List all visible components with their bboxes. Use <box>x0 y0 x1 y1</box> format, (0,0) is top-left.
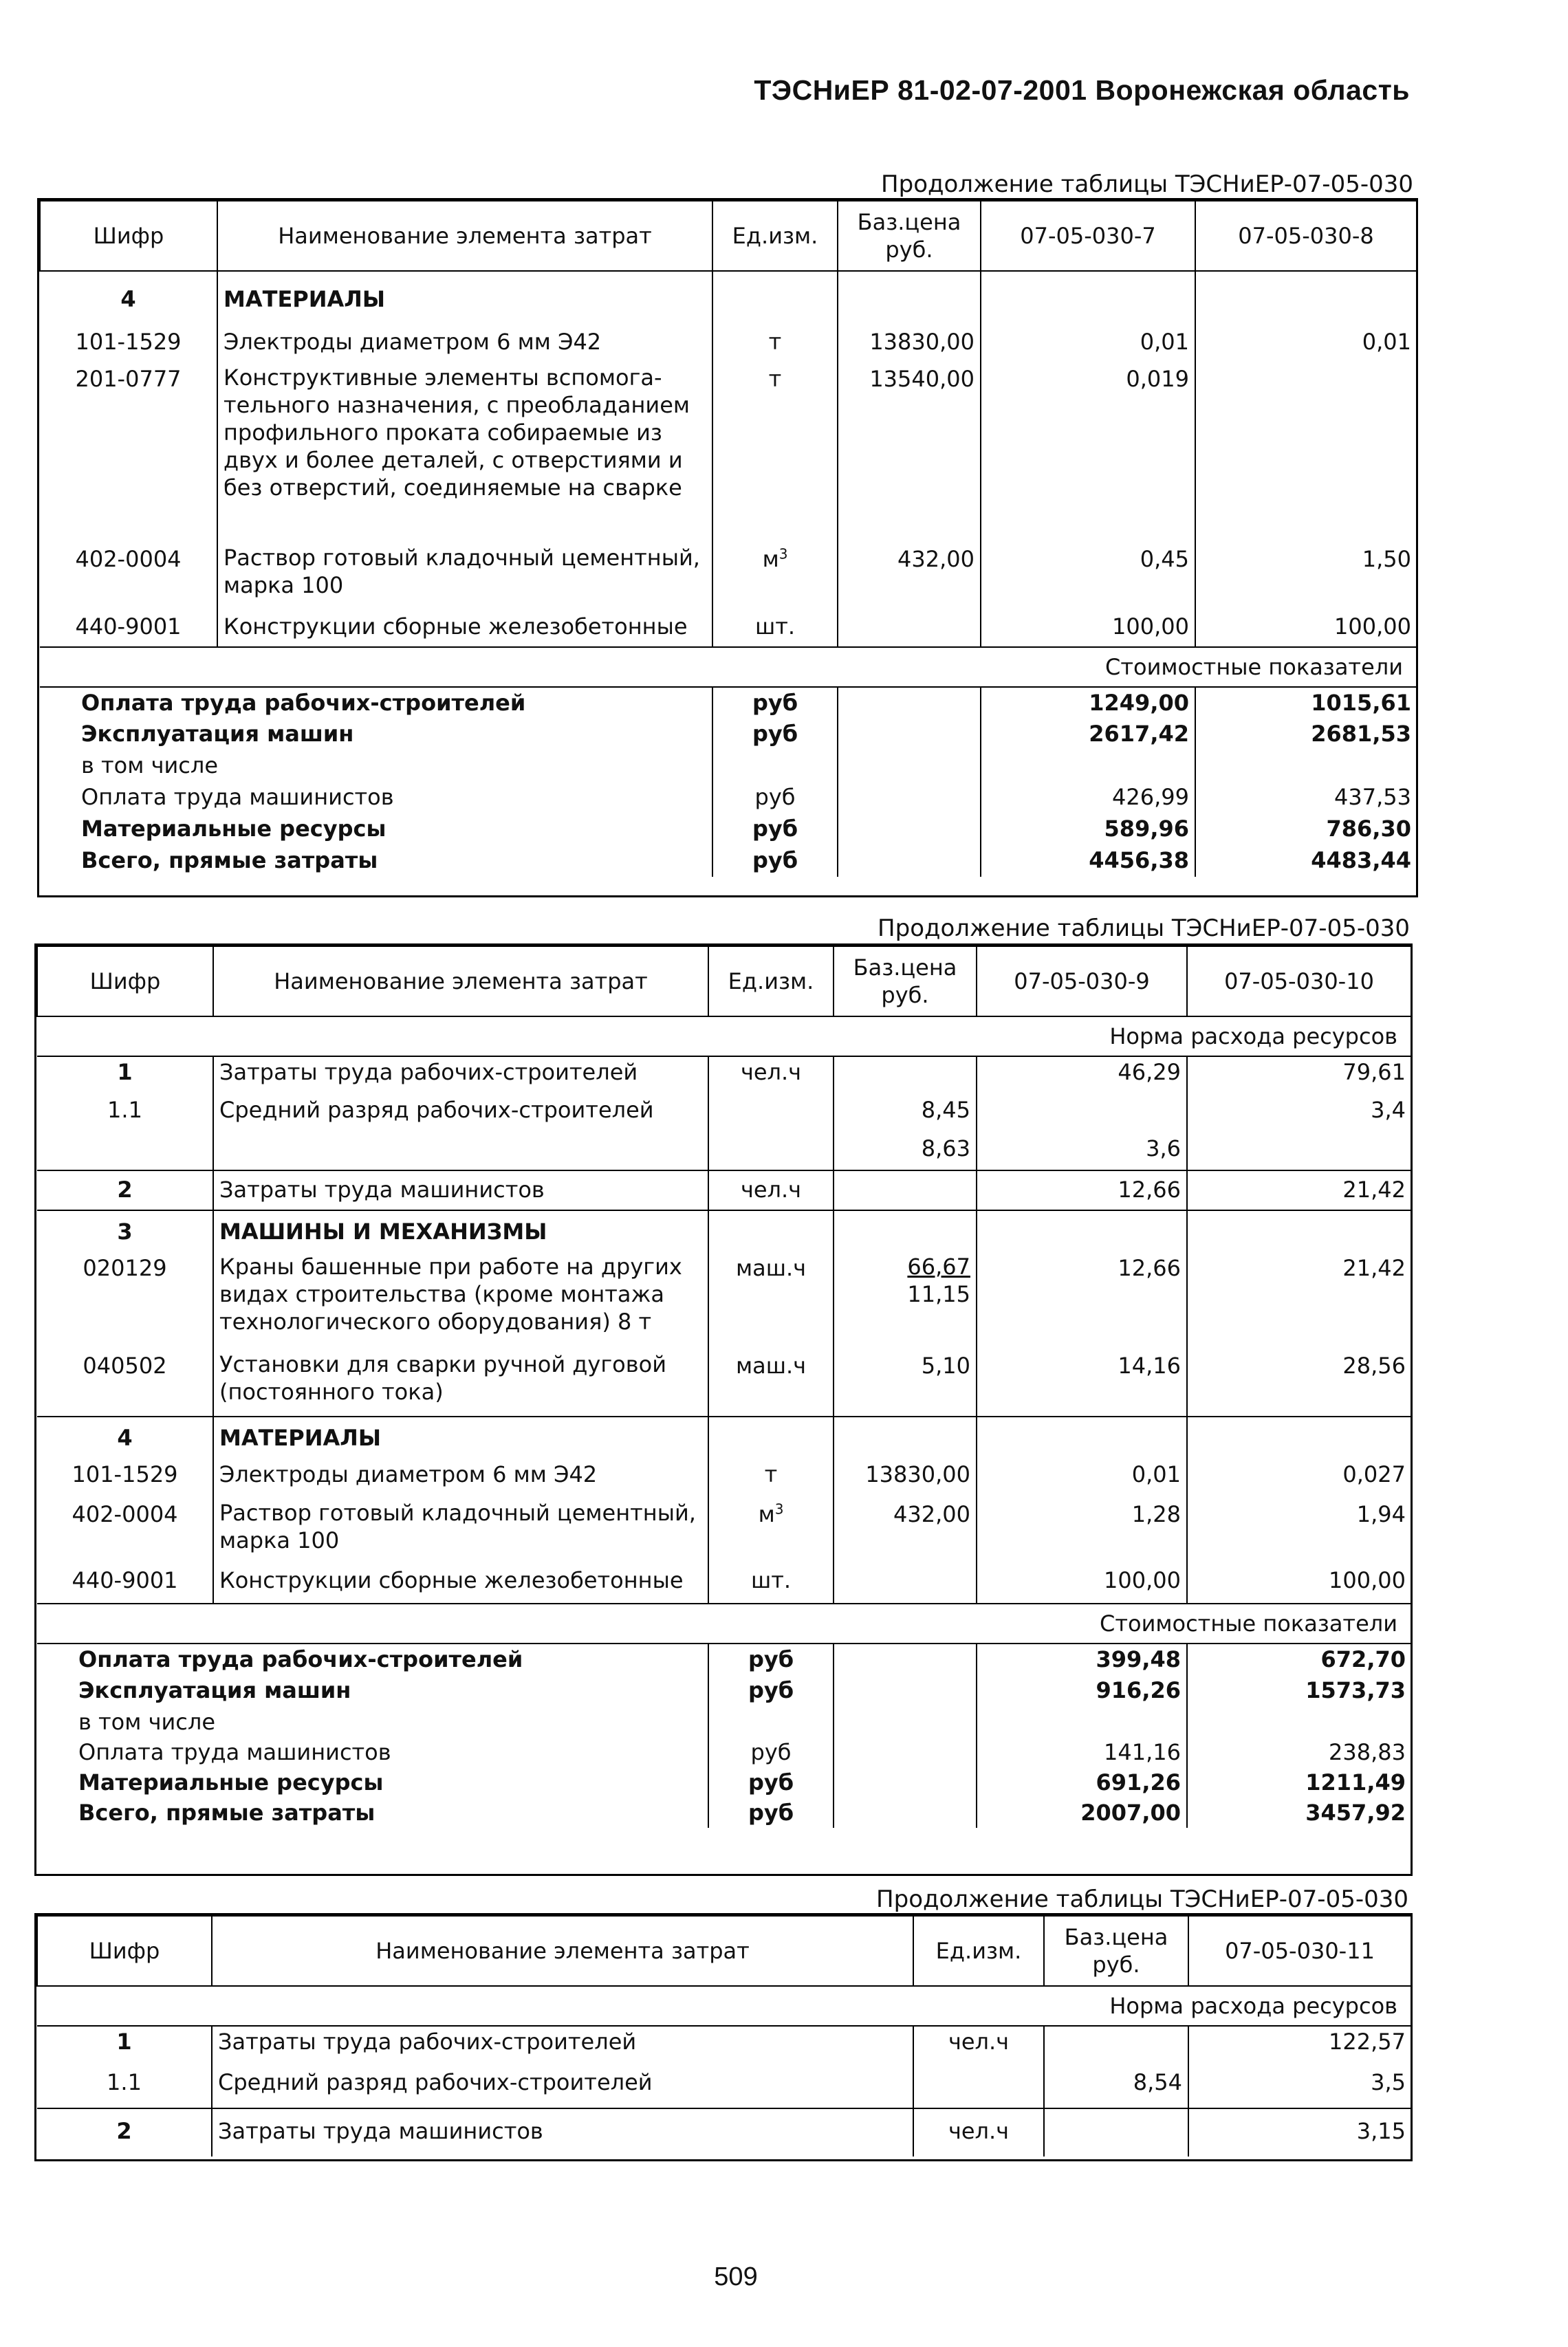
table-row <box>37 1133 1411 1170</box>
table-header-row <box>37 946 1411 1016</box>
column-header: Наименование элемента затрат <box>213 946 708 1016</box>
cost-row <box>40 845 1417 877</box>
base-price <box>1044 2108 1188 2157</box>
table-row <box>40 364 1417 544</box>
norm-value: 14,16 <box>977 1351 1187 1417</box>
column-header: Шифр <box>40 201 217 271</box>
resource-unit: т <box>712 364 838 544</box>
resource-table-3 <box>36 1915 1412 2157</box>
cost-unit: руб <box>712 687 838 719</box>
resource-unit <box>913 2067 1044 2108</box>
column-header: Баз.цена руб. <box>838 201 981 271</box>
resource-code: 402-0004 <box>72 1501 178 1527</box>
cost-value: 4456,38 <box>981 845 1195 877</box>
column-header: 07-05-030-11 <box>1188 1916 1411 1986</box>
cost-label: Оплата труда рабочих-строителей <box>78 1646 523 1672</box>
base-price: 432,00 <box>838 544 981 611</box>
base-price-secondary: 11,15 <box>907 1281 970 1307</box>
resource-code: 440-9001 <box>75 613 182 640</box>
resource-name: Установки для сварки ручной дуговой (постоянного тока) <box>213 1351 708 1417</box>
resource-code: 1.1 <box>107 2069 142 2095</box>
cost-row <box>37 1707 1411 1737</box>
norm-value: 1,50 <box>1195 544 1417 611</box>
table-row <box>37 1459 1411 1499</box>
norm-value: 79,61 <box>1187 1056 1411 1095</box>
base-price: 8,54 <box>1044 2067 1188 2108</box>
cost-value: 1573,73 <box>1187 1675 1411 1707</box>
base-price <box>1044 2026 1188 2067</box>
cost-row <box>37 1767 1411 1798</box>
cost-row <box>37 1644 1411 1675</box>
cost-banner-row <box>40 647 1417 687</box>
table-row <box>37 2067 1411 2108</box>
cost-value: 916,26 <box>977 1675 1187 1707</box>
resource-unit: маш.ч <box>708 1351 834 1417</box>
cost-banner: Стоимостные показатели <box>40 647 1417 687</box>
cost-label: Материальные ресурсы <box>78 1769 384 1795</box>
section-row <box>40 271 1417 327</box>
table-row <box>40 544 1417 611</box>
table-row <box>37 1253 1411 1351</box>
norm-banner-row <box>37 1016 1411 1056</box>
base-price: 5,10 <box>834 1351 977 1417</box>
cost-value: 786,30 <box>1195 814 1417 845</box>
norm-value: 12,66 <box>977 1253 1187 1351</box>
column-header: Наименование элемента затрат <box>212 1916 913 1986</box>
norm-value: 0,01 <box>981 327 1195 364</box>
resource-code: 020129 <box>83 1255 167 1281</box>
resource-code: 1 <box>116 2029 132 2055</box>
resource-code: 1.1 <box>107 1097 142 1123</box>
norm-value <box>1187 1133 1411 1170</box>
cost-value: 3457,92 <box>1187 1798 1411 1828</box>
column-header: Баз.цена руб. <box>1044 1916 1188 1986</box>
section-code: 3 <box>37 1210 213 1253</box>
cost-value: 2681,53 <box>1195 719 1417 750</box>
resource-code: 402-0004 <box>75 546 182 572</box>
cost-label: Оплата труда машинистов <box>81 784 394 810</box>
base-price-value: 66,67 <box>907 1254 970 1280</box>
table-row <box>37 1095 1411 1133</box>
table-row <box>37 1499 1411 1565</box>
norm-value: 0,01 <box>977 1459 1187 1499</box>
unit-text: м <box>758 1501 775 1527</box>
resource-code: 2 <box>37 1170 213 1210</box>
cost-label: Эксплуатация машин <box>81 721 354 747</box>
cost-row <box>37 1737 1411 1767</box>
cost-label: Всего, прямые затраты <box>78 1800 375 1826</box>
cost-value: 691,26 <box>977 1767 1187 1798</box>
norm-value: 100,00 <box>1187 1565 1411 1604</box>
cost-unit: руб <box>708 1737 834 1767</box>
resource-name: Конструктивные элементы вспомога-тельного назначения, с преобладанием профильного проката собираемые из двух и более деталей, с отверстиями и без отверстий, соединяемые на сварке <box>217 364 712 544</box>
section-title: МАТЕРИАЛЫ <box>217 271 712 327</box>
norm-value: 46,29 <box>977 1056 1187 1095</box>
cost-unit: руб <box>708 1644 834 1675</box>
cost-label: Оплата труда рабочих-строителей <box>81 690 526 716</box>
cost-value: 2007,00 <box>977 1798 1187 1828</box>
table-row <box>37 2026 1411 2067</box>
cost-unit: руб <box>712 845 838 877</box>
norm-value: 28,56 <box>1187 1351 1411 1417</box>
base-price <box>834 1565 977 1604</box>
table-caption: Продолжение таблицы ТЭСНиЕР-07-05-030 <box>878 915 1410 942</box>
resource-code: 1 <box>117 1059 133 1085</box>
cost-value: 4483,44 <box>1195 845 1417 877</box>
resource-code: 2 <box>37 2108 212 2157</box>
resource-name: Конструкции сборные железобетонные <box>217 611 712 647</box>
cost-row <box>37 1675 1411 1707</box>
cost-row <box>40 719 1417 750</box>
resource-code: 201-0777 <box>75 366 182 392</box>
resource-code: 101-1529 <box>72 1461 178 1487</box>
unit-text: м <box>762 546 779 572</box>
unit-superscript: 3 <box>774 1500 784 1518</box>
cost-row <box>37 1798 1411 1828</box>
resource-name: Затраты труда машинистов <box>213 1170 708 1210</box>
cost-value: 238,83 <box>1187 1737 1411 1767</box>
base-price: 13540,00 <box>838 364 981 544</box>
resource-code: 440-9001 <box>72 1567 178 1593</box>
table-row <box>37 2108 1411 2157</box>
norm-value: 1,28 <box>977 1499 1187 1565</box>
resource-unit <box>712 544 838 611</box>
norm-value: 100,00 <box>981 611 1195 647</box>
column-header: 07-05-030-7 <box>981 201 1195 271</box>
norm-value: 0,01 <box>1195 327 1417 364</box>
cost-value: 1249,00 <box>981 687 1195 719</box>
cost-label: в том числе <box>81 752 218 778</box>
cost-unit: руб <box>708 1767 834 1798</box>
page-number: 509 <box>714 2262 758 2291</box>
norm-value: 3,5 <box>1188 2067 1411 2108</box>
column-header: Ед.изм. <box>708 946 834 1016</box>
resource-name <box>213 1133 708 1170</box>
resource-name: Электроды диаметром 6 мм Э42 <box>217 327 712 364</box>
norm-value: 100,00 <box>1195 611 1417 647</box>
norm-value: 21,42 <box>1187 1170 1411 1210</box>
column-header: 07-05-030-8 <box>1195 201 1417 271</box>
norm-value: 3,15 <box>1188 2108 1411 2157</box>
table-row <box>40 327 1417 364</box>
column-header: Ед.изм. <box>712 201 838 271</box>
norm-banner-row <box>37 1986 1411 2026</box>
resource-name: Раствор готовый кладочный цементный, марка 100 <box>213 1499 708 1565</box>
resource-unit <box>708 1133 834 1170</box>
resource-code <box>37 1133 213 1170</box>
column-header: Баз.цена руб. <box>834 946 977 1016</box>
base-price <box>834 1056 977 1095</box>
cost-label: Эксплуатация машин <box>78 1677 351 1703</box>
column-header: Шифр <box>37 946 213 1016</box>
section-code: 4 <box>37 1417 213 1459</box>
cost-row <box>40 750 1417 782</box>
cost-value: 589,96 <box>981 814 1195 845</box>
resource-name: Затраты труда рабочих-строителей <box>212 2026 913 2067</box>
resource-name: Электроды диаметром 6 мм Э42 <box>213 1459 708 1499</box>
section-title: МАТЕРИАЛЫ <box>213 1417 708 1459</box>
resource-table-2 <box>36 946 1412 1828</box>
resource-unit: чел.ч <box>913 2026 1044 2067</box>
resource-code: 101-1529 <box>75 329 182 355</box>
norm-value: 0,45 <box>981 544 1195 611</box>
base-price: 8,45 <box>834 1095 977 1133</box>
norm-value: 1,94 <box>1187 1499 1411 1565</box>
resource-name: Средний разряд рабочих-строителей <box>212 2067 913 2108</box>
page-header: ТЭСНиЕР 81-02-07-2001 Воронежская область <box>754 74 1410 106</box>
table-header-row <box>40 201 1417 271</box>
norm-value: 0,027 <box>1187 1459 1411 1499</box>
table-row <box>40 611 1417 647</box>
resource-unit <box>708 1095 834 1133</box>
cost-label: Всего, прямые затраты <box>81 847 378 873</box>
unit-superscript: 3 <box>778 545 788 563</box>
cost-unit: руб <box>708 1798 834 1828</box>
norm-value: 3,6 <box>977 1133 1187 1170</box>
resource-unit: чел.ч <box>708 1056 834 1095</box>
section-title: МАШИНЫ И МЕХАНИЗМЫ <box>213 1210 708 1253</box>
resource-unit: маш.ч <box>708 1253 834 1351</box>
cost-value: 399,48 <box>977 1644 1187 1675</box>
resource-unit: шт. <box>712 611 838 647</box>
norm-value: 122,57 <box>1188 2026 1411 2067</box>
base-price: 13830,00 <box>838 327 981 364</box>
resource-code: 040502 <box>83 1353 167 1379</box>
table-row <box>37 1351 1411 1417</box>
base-price: 8,63 <box>834 1133 977 1170</box>
cost-value: 1211,49 <box>1187 1767 1411 1798</box>
column-header: 07-05-030-10 <box>1187 946 1411 1016</box>
base-price: 432,00 <box>834 1499 977 1565</box>
resource-name: Конструкции сборные железобетонные <box>213 1565 708 1604</box>
table-caption: Продолжение таблицы ТЭСНиЕР-07-05-030 <box>881 171 1413 198</box>
cost-value: 1015,61 <box>1195 687 1417 719</box>
section-row <box>37 1210 1411 1253</box>
cost-value: 141,16 <box>977 1737 1187 1767</box>
resource-unit: чел.ч <box>913 2108 1044 2157</box>
cost-value: 672,70 <box>1187 1644 1411 1675</box>
cost-banner: Стоимостные показатели <box>37 1604 1411 1644</box>
cost-unit: руб <box>712 782 838 814</box>
norm-value: 100,00 <box>977 1565 1187 1604</box>
cost-value: 426,99 <box>981 782 1195 814</box>
cost-unit: руб <box>712 814 838 845</box>
base-price <box>834 1253 977 1351</box>
norm-value: 12,66 <box>977 1170 1187 1210</box>
column-header: Шифр <box>37 1916 212 1986</box>
norm-value <box>1195 364 1417 544</box>
norm-banner: Норма расхода ресурсов <box>37 1986 1411 2026</box>
norm-value: 3,4 <box>1187 1095 1411 1133</box>
resource-name: Затраты труда рабочих-строителей <box>213 1056 708 1095</box>
cost-row <box>40 687 1417 719</box>
norm-value: 21,42 <box>1187 1253 1411 1351</box>
resource-table-1 <box>39 200 1417 877</box>
resource-unit: т <box>708 1459 834 1499</box>
cost-label: Материальные ресурсы <box>81 816 386 842</box>
base-price: 13830,00 <box>834 1459 977 1499</box>
cost-value: 2617,42 <box>981 719 1195 750</box>
cost-unit: руб <box>712 719 838 750</box>
resource-name: Краны башенные при работе на других видах строительства (кроме монтажа технологического оборудования) 8 т <box>213 1253 708 1351</box>
resource-name: Средний разряд рабочих-строителей <box>213 1095 708 1133</box>
column-header: Наименование элемента затрат <box>217 201 712 271</box>
resource-unit <box>708 1499 834 1565</box>
cost-unit: руб <box>708 1675 834 1707</box>
column-header: Ед.изм. <box>913 1916 1044 1986</box>
resource-unit: т <box>712 327 838 364</box>
column-header: 07-05-030-9 <box>977 946 1187 1016</box>
table-caption: Продолжение таблицы ТЭСНиЕР-07-05-030 <box>876 1886 1408 1913</box>
norm-value: 0,019 <box>981 364 1195 544</box>
section-code: 4 <box>120 286 136 312</box>
norm-value <box>977 1095 1187 1133</box>
table-row <box>37 1170 1411 1210</box>
resource-unit: шт. <box>708 1565 834 1604</box>
cost-row <box>40 782 1417 814</box>
cost-banner-row <box>37 1604 1411 1644</box>
cost-value: 437,53 <box>1195 782 1417 814</box>
cost-row <box>40 814 1417 845</box>
resource-unit: чел.ч <box>708 1170 834 1210</box>
cost-label: в том числе <box>78 1709 215 1735</box>
resource-name: Раствор готовый кладочный цементный, марка 100 <box>217 544 712 611</box>
cost-label: Оплата труда машинистов <box>78 1739 391 1765</box>
resource-name: Затраты труда машинистов <box>212 2108 913 2157</box>
norm-banner: Норма расхода ресурсов <box>37 1016 1411 1056</box>
section-row <box>37 1417 1411 1459</box>
table-header-row <box>37 1916 1411 1986</box>
base-price <box>838 611 981 647</box>
table-row <box>37 1056 1411 1095</box>
table-row <box>37 1565 1411 1604</box>
